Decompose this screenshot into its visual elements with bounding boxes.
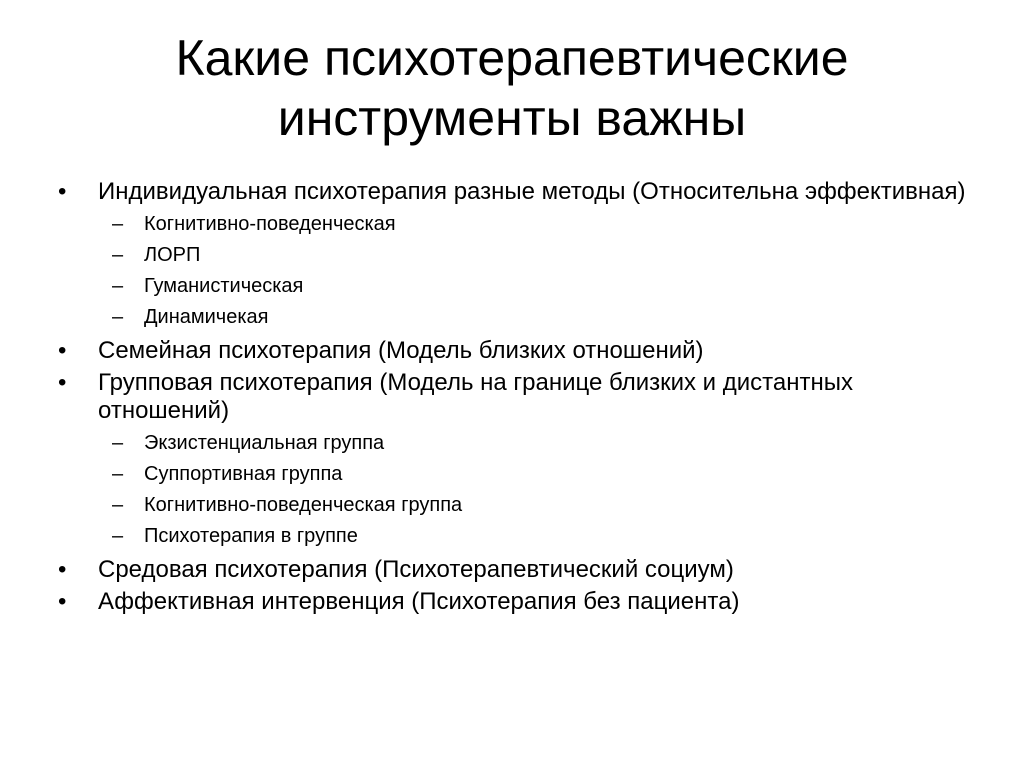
sub-list-item-text: Когнитивно-поведенческая группа: [144, 494, 463, 516]
bullet-icon: •: [58, 588, 67, 615]
bullet-icon: •: [58, 369, 67, 396]
slide-title-line-1: Какие психотерапевтические: [175, 30, 849, 86]
sub-list-item-text: ЛОРП: [144, 244, 201, 266]
dash-icon: –: [112, 244, 124, 266]
slide-title: [0, 28, 1024, 148]
sub-list-item-text: Когнитивно-поведенческая: [144, 213, 396, 235]
list-item-affective-intervention: [56, 588, 986, 616]
list-item-text: Средовая психотерапия (Психотерапевтический социум): [98, 556, 734, 583]
dash-icon: –: [112, 306, 124, 328]
sub-list: [98, 431, 986, 548]
dash-icon: –: [112, 275, 124, 297]
bullet-icon: •: [58, 178, 67, 205]
sub-list-item: [98, 524, 986, 548]
list-item-text: Групповая психотерапия (Модель на границе близких и дистантных отношений): [98, 369, 853, 424]
sub-list-item: [98, 243, 986, 267]
list-item-group-therapy: [56, 369, 986, 548]
sub-list-item: [98, 305, 986, 329]
dash-icon: –: [112, 213, 124, 235]
list-item-text: Семейная психотерапия (Модель близких отношений): [98, 337, 704, 364]
bullet-icon: •: [58, 337, 67, 364]
list-item-family-therapy: [56, 337, 986, 365]
sub-list-item: [98, 462, 986, 486]
dash-icon: –: [112, 525, 124, 547]
slide-title-line-2: инструменты важны: [277, 90, 747, 146]
sub-list-item: [98, 431, 986, 455]
dash-icon: –: [112, 463, 124, 485]
sub-list-item-text: Гуманистическая: [144, 275, 304, 297]
sub-list-item: [98, 274, 986, 298]
list-item-individual-therapy: [56, 178, 986, 329]
sub-list-item-text: Экзистенциальная группа: [144, 432, 385, 454]
dash-icon: –: [112, 432, 124, 454]
list-item-milieu-therapy: [56, 556, 986, 584]
sub-list: [98, 212, 986, 329]
list-item-text: Индивидуальная психотерапия разные методы (Относительна эффективная): [98, 178, 966, 205]
bullet-icon: •: [58, 556, 67, 583]
sub-list-item-text: Психотерапия в группе: [144, 525, 358, 547]
sub-list-item: [98, 493, 986, 517]
sub-list-item-text: Суппортивная группа: [144, 463, 343, 485]
list-item-text: Аффективная интервенция (Психотерапия без пациента): [98, 588, 740, 615]
dash-icon: –: [112, 494, 124, 516]
sub-list-item: [98, 212, 986, 236]
sub-list-item-text: Динамичекая: [144, 306, 269, 328]
bullet-list: [56, 178, 986, 620]
